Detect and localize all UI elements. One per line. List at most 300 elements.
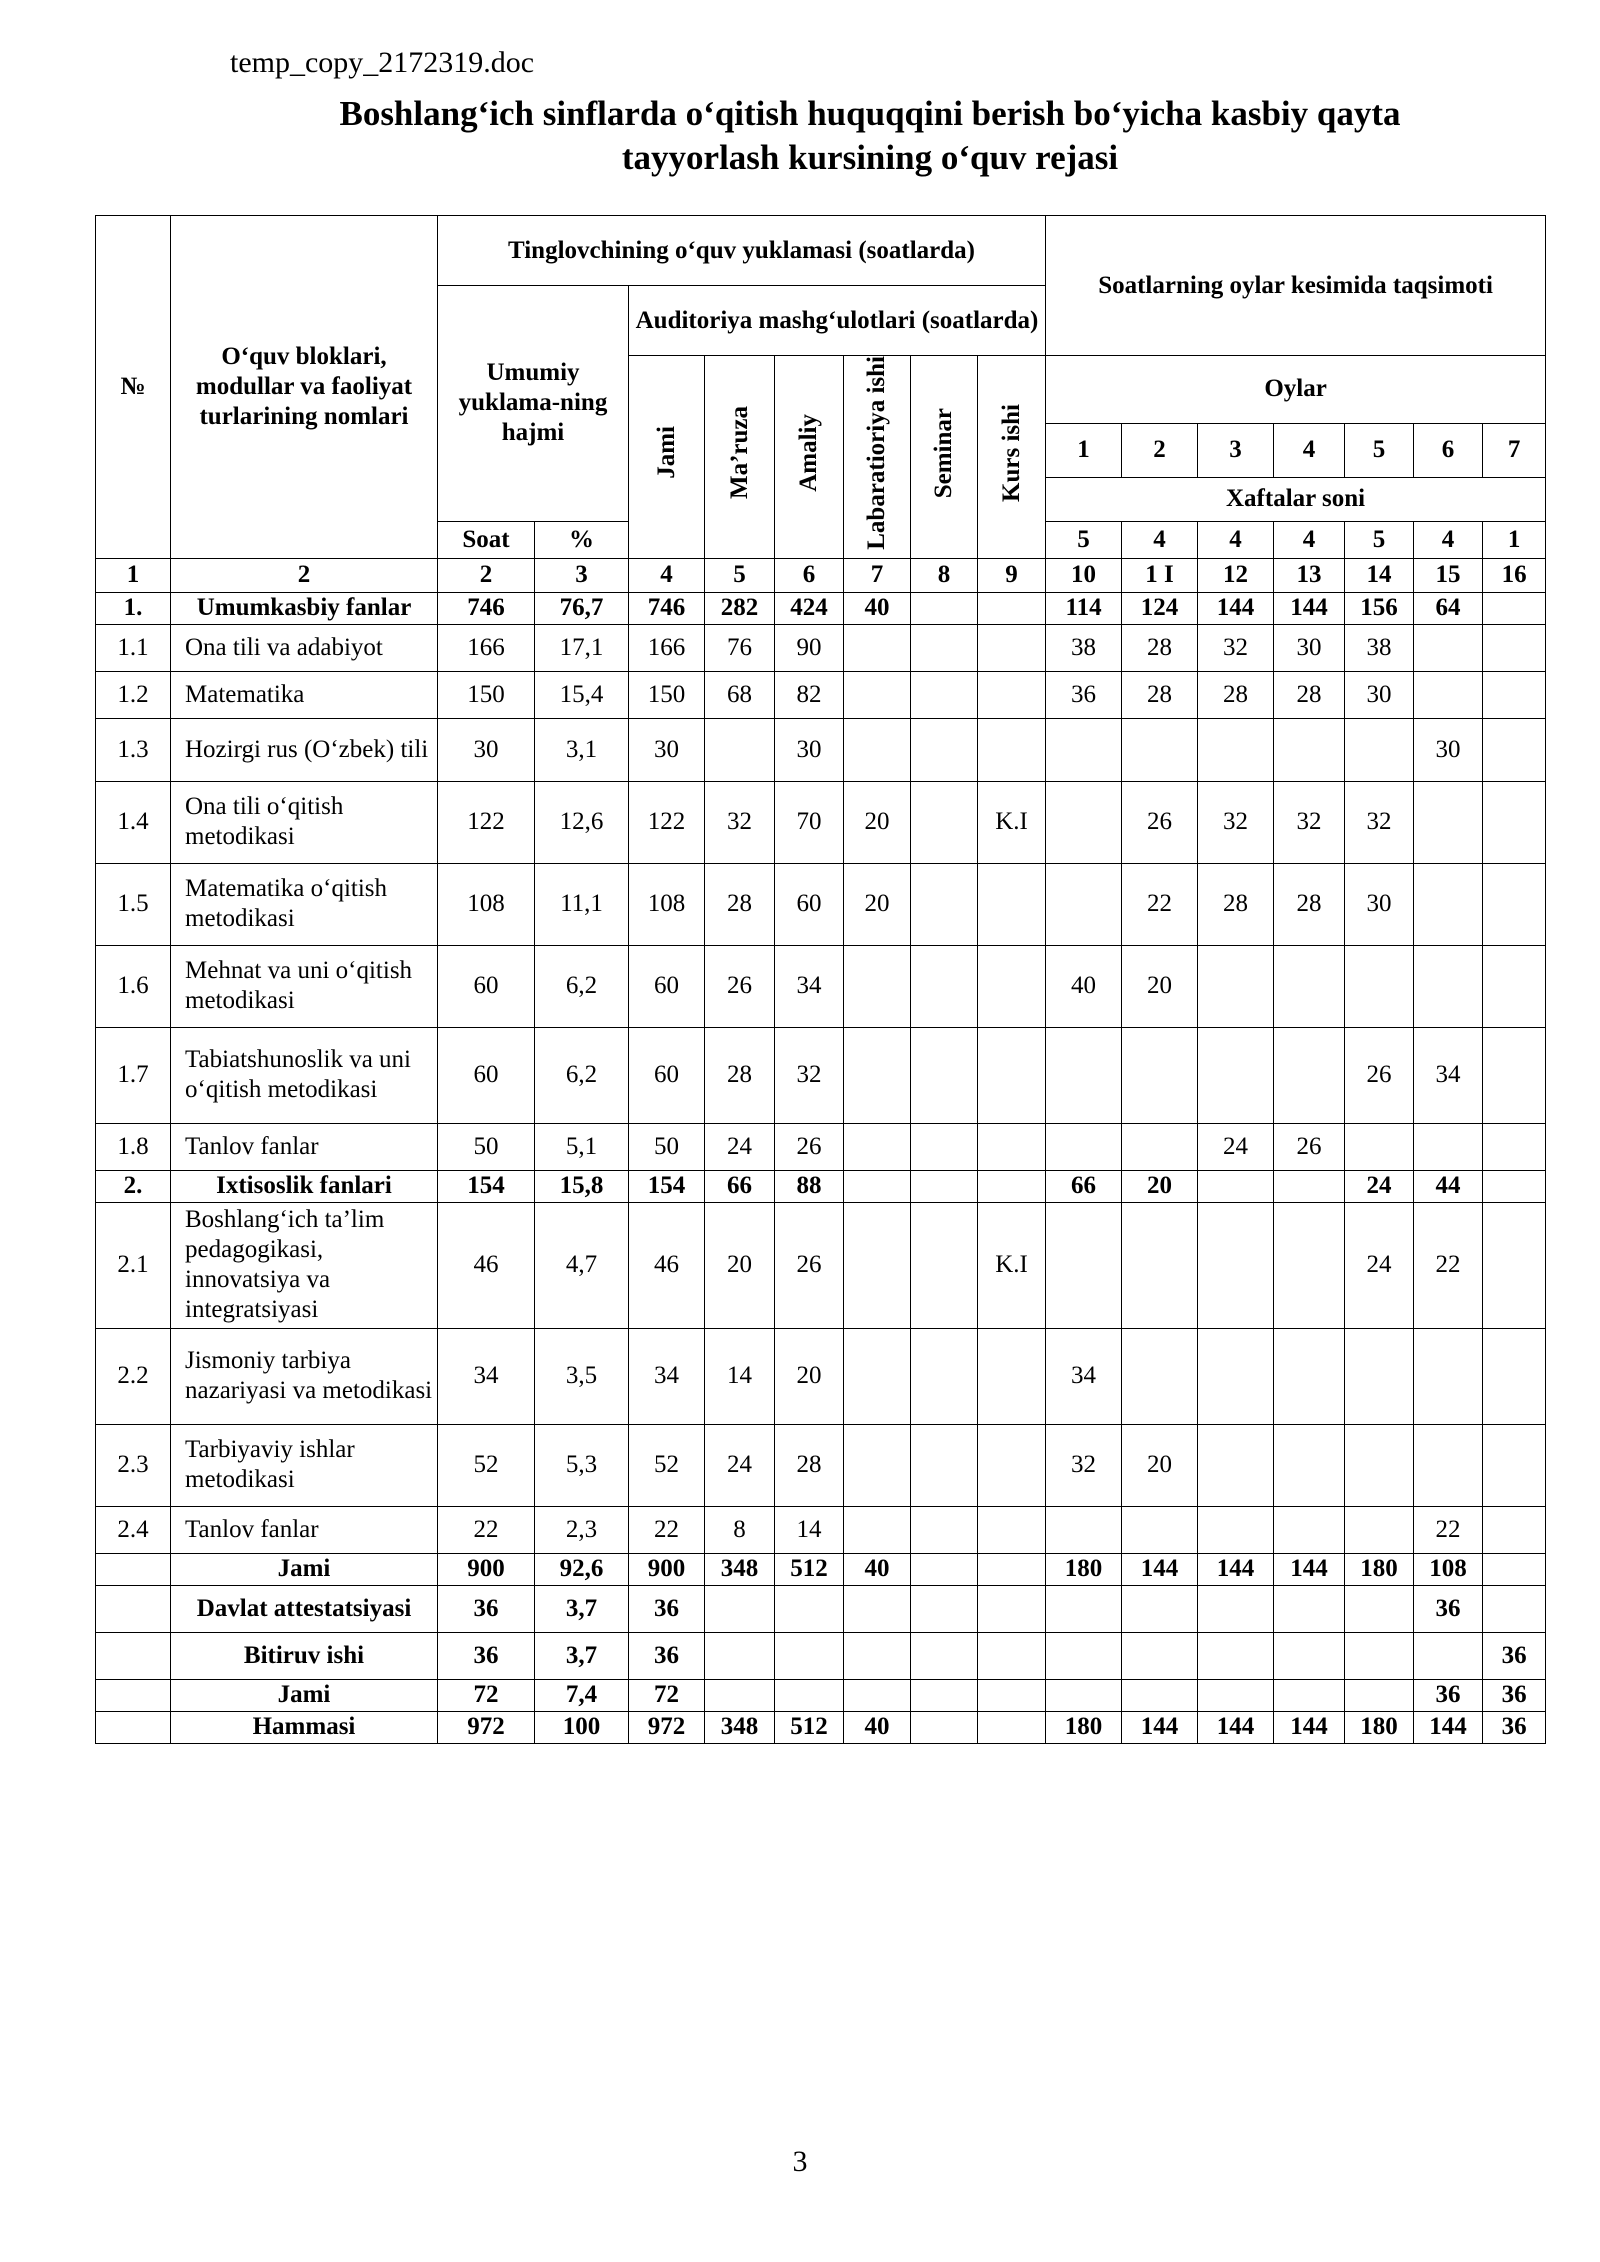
- table-cell: [775, 1585, 844, 1632]
- table-cell: [1046, 1679, 1122, 1711]
- table-cell: 32: [775, 1027, 844, 1123]
- table-cell: 144: [1122, 1553, 1198, 1585]
- table-cell: 36: [438, 1632, 535, 1679]
- table-cell: [1483, 1553, 1546, 1585]
- header-soat: Soat: [438, 521, 535, 558]
- header-month: 6: [1414, 423, 1483, 478]
- table-cell: [911, 1027, 978, 1123]
- table-cell: 40: [844, 1711, 911, 1743]
- row-name-cell: Jami: [171, 1553, 438, 1585]
- table-cell: 24: [705, 1424, 775, 1506]
- table-cell: 150: [438, 671, 535, 718]
- table-cell: 24: [1345, 1202, 1414, 1328]
- column-number-cell: 2: [438, 558, 535, 592]
- header-amaliy: Amaliy: [775, 356, 844, 559]
- table-cell: [1198, 718, 1274, 781]
- header-month: 7: [1483, 423, 1546, 478]
- table-cell: [911, 1632, 978, 1679]
- row-name-cell: Boshlang‘ich ta’lim pedagogikasi, innovatsiya va integratsiyasi: [171, 1202, 438, 1328]
- column-number-cell: 10: [1046, 558, 1122, 592]
- row-number-cell: 1.3: [96, 718, 171, 781]
- table-cell: [1483, 1328, 1546, 1424]
- table-cell: 512: [775, 1553, 844, 1585]
- table-cell: 4,7: [535, 1202, 629, 1328]
- table-row: [96, 945, 1546, 1027]
- column-number-cell: 16: [1483, 558, 1546, 592]
- table-cell: [1274, 1506, 1345, 1553]
- table-cell: [911, 1424, 978, 1506]
- table-cell: [1274, 1027, 1345, 1123]
- header-kurs: Kurs ishi: [978, 356, 1046, 559]
- table-cell: [1046, 781, 1122, 863]
- table-cell: [978, 1170, 1046, 1202]
- header-percent: %: [535, 521, 629, 558]
- table-cell: [844, 1328, 911, 1424]
- row-name-cell: Tanlov fanlar: [171, 1506, 438, 1553]
- table-cell: 512: [775, 1711, 844, 1743]
- table-cell: 424: [775, 592, 844, 624]
- table-cell: [1414, 863, 1483, 945]
- table-cell: [1198, 1170, 1274, 1202]
- table-row: [96, 671, 1546, 718]
- table-cell: [1483, 1202, 1546, 1328]
- table-cell: 52: [629, 1424, 705, 1506]
- table-cell: 22: [1414, 1506, 1483, 1553]
- table-cell: 166: [438, 624, 535, 671]
- table-cell: 15,8: [535, 1170, 629, 1202]
- table-cell: 60: [629, 1027, 705, 1123]
- table-cell: [1483, 863, 1546, 945]
- column-number-row: [96, 558, 1546, 592]
- row-number-cell: 1.1: [96, 624, 171, 671]
- table-row: [96, 1679, 1546, 1711]
- table-row: [96, 1123, 1546, 1170]
- table-cell: [911, 1553, 978, 1585]
- table-cell: 114: [1046, 592, 1122, 624]
- table-cell: 66: [1046, 1170, 1122, 1202]
- column-number-cell: 7: [844, 558, 911, 592]
- table-cell: [911, 1202, 978, 1328]
- table-cell: 144: [1198, 1711, 1274, 1743]
- table-cell: [1345, 1424, 1414, 1506]
- table-cell: [1345, 1328, 1414, 1424]
- table-cell: 26: [1345, 1027, 1414, 1123]
- table-cell: 900: [438, 1553, 535, 1585]
- table-cell: [1198, 1424, 1274, 1506]
- table-cell: [978, 1027, 1046, 1123]
- row-name-cell: Tabiatshunoslik va uni o‘qitish metodikasi: [171, 1027, 438, 1123]
- table-cell: [844, 1585, 911, 1632]
- table-cell: 100: [535, 1711, 629, 1743]
- table-cell: [978, 1679, 1046, 1711]
- table-cell: [1483, 671, 1546, 718]
- table-cell: 34: [629, 1328, 705, 1424]
- row-number-cell: 2.4: [96, 1506, 171, 1553]
- table-cell: 60: [438, 1027, 535, 1123]
- row-number-cell: [96, 1585, 171, 1632]
- table-cell: 36: [1414, 1679, 1483, 1711]
- table-cell: [911, 1506, 978, 1553]
- table-cell: [1274, 718, 1345, 781]
- table-cell: [775, 1632, 844, 1679]
- table-cell: 36: [1046, 671, 1122, 718]
- table-cell: 22: [438, 1506, 535, 1553]
- document-filename: temp_copy_2172319.doc: [230, 46, 535, 79]
- table-cell: [978, 671, 1046, 718]
- table-cell: [1274, 1328, 1345, 1424]
- table-cell: 22: [629, 1506, 705, 1553]
- table-cell: 36: [629, 1632, 705, 1679]
- table-cell: 28: [1122, 624, 1198, 671]
- table-cell: 60: [629, 945, 705, 1027]
- table-cell: [1274, 1170, 1345, 1202]
- table-cell: 30: [775, 718, 844, 781]
- table-cell: [1198, 945, 1274, 1027]
- row-number-cell: 2.: [96, 1170, 171, 1202]
- table-cell: 36: [1483, 1711, 1546, 1743]
- header-auditorium: Auditoriya mashg‘ulotlari (soatlarda): [629, 286, 1046, 356]
- table-cell: 20: [844, 781, 911, 863]
- table-cell: [1198, 1027, 1274, 1123]
- table-cell: 40: [844, 592, 911, 624]
- table-cell: [705, 1585, 775, 1632]
- row-number-cell: 1.7: [96, 1027, 171, 1123]
- table-cell: 24: [1198, 1123, 1274, 1170]
- table-cell: 180: [1345, 1553, 1414, 1585]
- table-cell: 60: [438, 945, 535, 1027]
- table-cell: 20: [775, 1328, 844, 1424]
- row-name-cell: Matematika o‘qitish metodikasi: [171, 863, 438, 945]
- table-cell: 34: [775, 945, 844, 1027]
- table-row: [96, 1170, 1546, 1202]
- table-cell: 46: [629, 1202, 705, 1328]
- header-months-label: Oylar: [1046, 356, 1546, 424]
- table-cell: 144: [1198, 592, 1274, 624]
- table-cell: [844, 624, 911, 671]
- table-cell: 32: [1198, 624, 1274, 671]
- table-cell: 348: [705, 1553, 775, 1585]
- table-cell: 6,2: [535, 1027, 629, 1123]
- row-name-cell: Bitiruv ishi: [171, 1632, 438, 1679]
- column-number-cell: 15: [1414, 558, 1483, 592]
- table-row: [96, 1202, 1546, 1328]
- column-number-cell: 2: [171, 558, 438, 592]
- table-cell: 70: [775, 781, 844, 863]
- table-cell: [911, 671, 978, 718]
- table-cell: 76: [705, 624, 775, 671]
- table-cell: [911, 1123, 978, 1170]
- table-cell: 28: [1274, 671, 1345, 718]
- table-cell: [1198, 1632, 1274, 1679]
- table-cell: [705, 718, 775, 781]
- page-number: 3: [792, 2145, 808, 2178]
- table-row: [96, 1711, 1546, 1743]
- table-cell: 28: [1198, 671, 1274, 718]
- table-cell: 28: [1122, 671, 1198, 718]
- header-seminar: Seminar: [911, 356, 978, 559]
- header-weeks: 4: [1122, 521, 1198, 558]
- table-cell: 68: [705, 671, 775, 718]
- header-month: 1: [1046, 423, 1122, 478]
- table-cell: 28: [775, 1424, 844, 1506]
- table-cell: [1122, 1328, 1198, 1424]
- row-number-cell: 1.2: [96, 671, 171, 718]
- table-cell: [911, 1585, 978, 1632]
- table-cell: 144: [1122, 1711, 1198, 1743]
- table-cell: 46: [438, 1202, 535, 1328]
- table-cell: [1122, 1679, 1198, 1711]
- row-name-cell: Davlat attestatsiyasi: [171, 1585, 438, 1632]
- table-cell: 15,4: [535, 671, 629, 718]
- row-number-cell: [96, 1632, 171, 1679]
- table-cell: [978, 1123, 1046, 1170]
- table-cell: 108: [629, 863, 705, 945]
- table-cell: 282: [705, 592, 775, 624]
- table-cell: [1483, 718, 1546, 781]
- table-row: [96, 1027, 1546, 1123]
- table-cell: [1414, 1424, 1483, 1506]
- table-cell: [1414, 781, 1483, 863]
- table-cell: 8: [705, 1506, 775, 1553]
- table-cell: 156: [1345, 592, 1414, 624]
- row-number-cell: 1.4: [96, 781, 171, 863]
- table-cell: 34: [1414, 1027, 1483, 1123]
- table-cell: 972: [629, 1711, 705, 1743]
- row-name-cell: Jismoniy tarbiya nazariyasi va metodikasi: [171, 1328, 438, 1424]
- row-name-cell: Mehnat va uni o‘qitish metodikasi: [171, 945, 438, 1027]
- table-cell: 22: [1122, 863, 1198, 945]
- header-weeks: 5: [1046, 521, 1122, 558]
- table-cell: [1414, 1123, 1483, 1170]
- table-cell: [1046, 718, 1122, 781]
- table-cell: 6,2: [535, 945, 629, 1027]
- table-cell: [1046, 1027, 1122, 1123]
- table-cell: 26: [775, 1123, 844, 1170]
- table-cell: 32: [1345, 781, 1414, 863]
- table-cell: [1046, 1506, 1122, 1553]
- table-cell: 26: [705, 945, 775, 1027]
- table-cell: [1122, 1027, 1198, 1123]
- table-cell: 108: [1414, 1553, 1483, 1585]
- table-cell: [844, 1027, 911, 1123]
- table-cell: [1483, 1585, 1546, 1632]
- table-cell: 11,1: [535, 863, 629, 945]
- header-number: №: [96, 216, 171, 559]
- row-number-cell: 1.8: [96, 1123, 171, 1170]
- table-cell: 82: [775, 671, 844, 718]
- table-cell: 64: [1414, 592, 1483, 624]
- table-cell: 50: [629, 1123, 705, 1170]
- table-cell: 30: [1345, 671, 1414, 718]
- table-cell: [1483, 1027, 1546, 1123]
- table-cell: [844, 1202, 911, 1328]
- table-cell: [1483, 945, 1546, 1027]
- table-cell: [911, 1711, 978, 1743]
- table-cell: [844, 671, 911, 718]
- table-cell: [978, 1711, 1046, 1743]
- table-cell: [1414, 624, 1483, 671]
- table-cell: 7,4: [535, 1679, 629, 1711]
- table-cell: 746: [438, 592, 535, 624]
- table-cell: 12,6: [535, 781, 629, 863]
- table-cell: [705, 1632, 775, 1679]
- table-cell: [1046, 1585, 1122, 1632]
- column-number-cell: 1 I: [1122, 558, 1198, 592]
- table-cell: 348: [705, 1711, 775, 1743]
- table-cell: 36: [1483, 1679, 1546, 1711]
- row-number-cell: 2.1: [96, 1202, 171, 1328]
- row-name-cell: Ona tili o‘qitish metodikasi: [171, 781, 438, 863]
- table-cell: 26: [1274, 1123, 1345, 1170]
- row-name-cell: Hammasi: [171, 1711, 438, 1743]
- table-cell: [1414, 1328, 1483, 1424]
- table-cell: 26: [1122, 781, 1198, 863]
- column-number-cell: 12: [1198, 558, 1274, 592]
- table-cell: [1483, 1123, 1546, 1170]
- table-cell: [1122, 1632, 1198, 1679]
- table-cell: [1414, 671, 1483, 718]
- table-cell: [1345, 1123, 1414, 1170]
- table-cell: 36: [438, 1585, 535, 1632]
- row-number-cell: [96, 1711, 171, 1743]
- table-cell: [1122, 718, 1198, 781]
- column-number-cell: 5: [705, 558, 775, 592]
- table-cell: [1345, 1506, 1414, 1553]
- table-cell: 50: [438, 1123, 535, 1170]
- row-name-cell: Ona tili va adabiyot: [171, 624, 438, 671]
- header-weeks-label: Xaftalar soni: [1046, 478, 1546, 522]
- table-cell: [1198, 1679, 1274, 1711]
- table-cell: [978, 1506, 1046, 1553]
- table-cell: [1414, 945, 1483, 1027]
- table-cell: 28: [1274, 863, 1345, 945]
- row-number-cell: 2.2: [96, 1328, 171, 1424]
- table-cell: K.I: [978, 781, 1046, 863]
- table-cell: [1345, 718, 1414, 781]
- table-cell: [911, 781, 978, 863]
- table-cell: [1046, 863, 1122, 945]
- table-cell: 144: [1274, 592, 1345, 624]
- table-cell: 2,3: [535, 1506, 629, 1553]
- table-cell: 20: [844, 863, 911, 945]
- table-cell: 14: [705, 1328, 775, 1424]
- table-cell: [844, 945, 911, 1027]
- table-cell: [1345, 1632, 1414, 1679]
- table-cell: [911, 624, 978, 671]
- column-number-cell: 4: [629, 558, 705, 592]
- table-cell: [1046, 1123, 1122, 1170]
- table-cell: 28: [705, 1027, 775, 1123]
- column-number-cell: 14: [1345, 558, 1414, 592]
- header-weeks: 4: [1274, 521, 1345, 558]
- header-weeks: 5: [1345, 521, 1414, 558]
- table-cell: [1274, 1424, 1345, 1506]
- table-cell: 90: [775, 624, 844, 671]
- table-cell: [911, 1679, 978, 1711]
- table-cell: 3,1: [535, 718, 629, 781]
- table-cell: [844, 718, 911, 781]
- table-row: [96, 781, 1546, 863]
- table-cell: [978, 1585, 1046, 1632]
- row-number-cell: 1.5: [96, 863, 171, 945]
- table-cell: [1198, 1202, 1274, 1328]
- table-cell: 166: [629, 624, 705, 671]
- table-cell: 30: [1274, 624, 1345, 671]
- row-name-cell: Tanlov fanlar: [171, 1123, 438, 1170]
- table-cell: 972: [438, 1711, 535, 1743]
- table-cell: 20: [1122, 1424, 1198, 1506]
- table-cell: 34: [438, 1328, 535, 1424]
- table-cell: [1198, 1585, 1274, 1632]
- table-cell: [911, 1328, 978, 1424]
- row-number-cell: 2.3: [96, 1424, 171, 1506]
- table-cell: 108: [438, 863, 535, 945]
- table-cell: 30: [438, 718, 535, 781]
- table-cell: 144: [1414, 1711, 1483, 1743]
- table-cell: [1274, 1585, 1345, 1632]
- table-cell: [1046, 1202, 1122, 1328]
- table-cell: [978, 945, 1046, 1027]
- table-cell: [1122, 1506, 1198, 1553]
- table-cell: 72: [629, 1679, 705, 1711]
- table-cell: 22: [1414, 1202, 1483, 1328]
- table-cell: [844, 1506, 911, 1553]
- table-cell: [1198, 1328, 1274, 1424]
- column-number-cell: 6: [775, 558, 844, 592]
- table-row: [96, 1506, 1546, 1553]
- table-cell: 154: [438, 1170, 535, 1202]
- table-cell: 34: [1046, 1328, 1122, 1424]
- header-lab: Labaratioriya ishi: [844, 356, 911, 559]
- table-cell: 38: [1046, 624, 1122, 671]
- table-cell: [844, 1679, 911, 1711]
- table-cell: [978, 1553, 1046, 1585]
- table-cell: 17,1: [535, 624, 629, 671]
- table-cell: [844, 1632, 911, 1679]
- table-cell: 28: [1198, 863, 1274, 945]
- table-cell: [978, 592, 1046, 624]
- table-cell: [1122, 1202, 1198, 1328]
- table-cell: 72: [438, 1679, 535, 1711]
- table-cell: 36: [1414, 1585, 1483, 1632]
- table-cell: [844, 1123, 911, 1170]
- row-number-cell: [96, 1553, 171, 1585]
- table-cell: [1345, 1585, 1414, 1632]
- row-number-cell: [96, 1679, 171, 1711]
- header-month: 5: [1345, 423, 1414, 478]
- table-row: [96, 624, 1546, 671]
- table-cell: [1198, 1506, 1274, 1553]
- table-row: [96, 1328, 1546, 1424]
- row-name-cell: Ixtisoslik fanlari: [171, 1170, 438, 1202]
- table-row: [96, 718, 1546, 781]
- table-cell: [1274, 1632, 1345, 1679]
- curriculum-table: [95, 215, 1546, 1744]
- table-cell: [978, 1632, 1046, 1679]
- header-month: 3: [1198, 423, 1274, 478]
- table-cell: 52: [438, 1424, 535, 1506]
- row-number-cell: 1.6: [96, 945, 171, 1027]
- table-row: [96, 1585, 1546, 1632]
- header-names: O‘quv bloklari, modullar va faoliyat turlarining nomlari: [171, 216, 438, 559]
- row-name-cell: Hozirgi rus (O‘zbek) tili: [171, 718, 438, 781]
- table-cell: [978, 863, 1046, 945]
- table-cell: [1345, 1679, 1414, 1711]
- row-name-cell: Jami: [171, 1679, 438, 1711]
- table-cell: [705, 1679, 775, 1711]
- table-cell: 144: [1274, 1553, 1345, 1585]
- table-cell: 28: [705, 863, 775, 945]
